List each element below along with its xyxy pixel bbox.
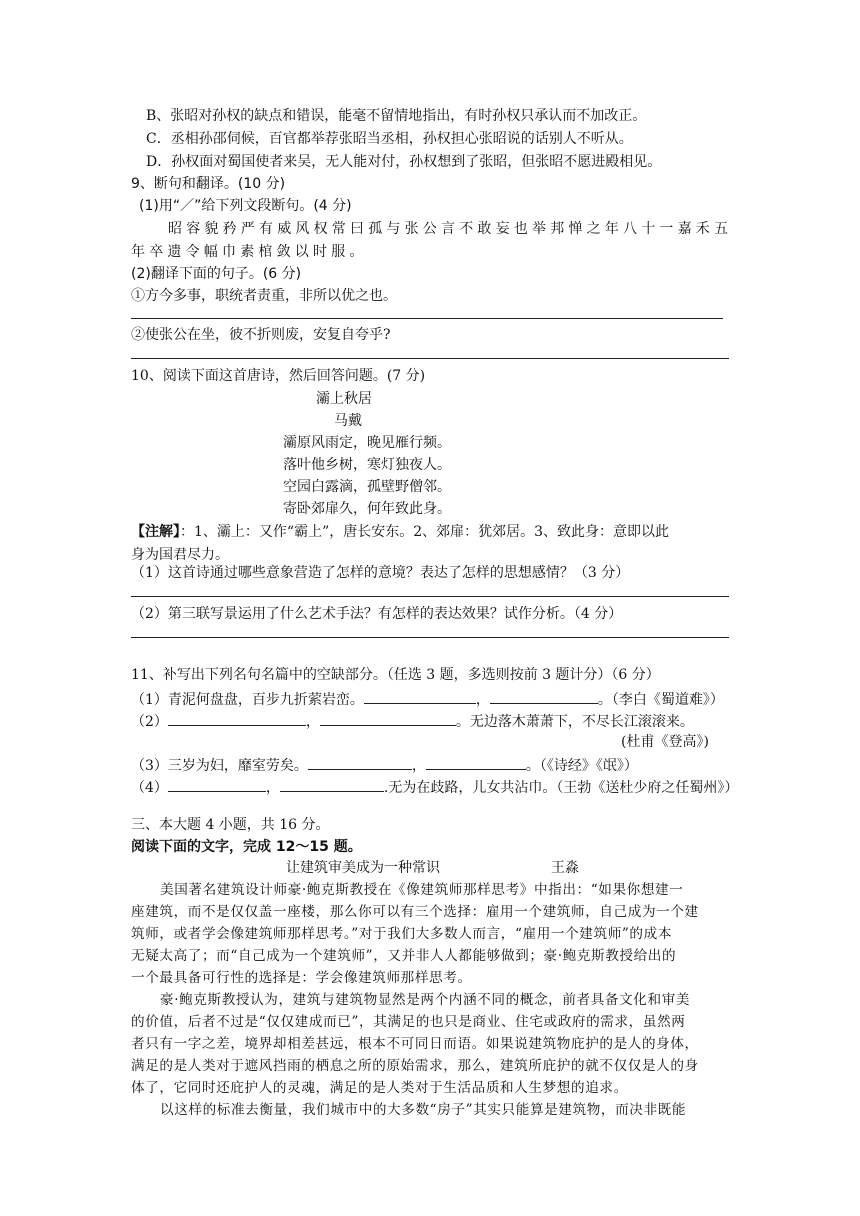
q8-option-b: B、张昭对孙权的缺点和错误，能毫不留情地指出，有时孙权只承认而不加改正。 [146,108,647,124]
fill-blank[interactable] [364,688,476,704]
q8-option-d: D．孙权面对蜀国使者来吴，无人能对付，孙权想到了张昭，但张昭不愿进殿相见。 [146,154,662,170]
article-paragraph-line: 座建筑，而不是仅仅盖一座楼，那么你可以有三个选择：雇用一个建筑师，自己成为一个建 [131,904,699,920]
poem-line: 落叶他乡树，寒灯独夜人。 [283,457,451,473]
q9-title: 9、断句和翻译。(10 分) [131,176,286,192]
section3-instruction: 阅读下面的文字，完成 12～15 题。 [131,839,362,855]
q9-sentence1: ①方今多事，职统者责重，非所以优之也。 [131,288,397,304]
fill-blank[interactable] [168,710,306,726]
fill-blank[interactable] [280,776,384,792]
q9-passage-line2: 年卒遗令幅巾素棺敛以时服。 [131,244,368,260]
q10-question2: （2）第三联写景运用了什么艺术手法？有怎样的表达效果？试作分析。（4 分） [131,606,623,622]
q11-item2: （2） ， 。无边落木萧萧下，不尽长江滚滚来。 [131,710,694,732]
q11-item2-source: (杜甫《登高》) [621,734,709,750]
answer-line [131,637,729,638]
q11-item1: （1）青泥何盘盘，百步九折萦岩峦。 ， 。（李白《蜀道难》） [131,688,724,710]
poem-note-line2: 身为国君尽力。 [131,547,229,563]
section3-heading: 三、本大题 4 小题，共 16 分。 [131,817,330,833]
article-paragraph-line: 一个最具备可行性的选择是：学会像建筑师那样思考。 [131,970,472,986]
q11-item4: （4） ， .无为在歧路，儿女共沾巾。（王勃《送杜少府之任蜀州》） [131,776,738,798]
q9-sub2: (2)翻译下面的句子。(6 分) [131,266,302,282]
note-text: ：1、灞上：又作“霸上”，唐长安东。2、郊扉：犹郊居。3、致此身：意即以此 [180,524,670,540]
q10-question1: （1）这首诗通过哪些意象营造了怎样的意境？表达了怎样的思想感情？（3 分） [131,565,630,581]
q8-option-c: C．丞相孙邵伺候，百官都举荐张昭当丞相，孙权担心张昭说的话别人不听从。 [146,131,633,147]
poem-line: 灞原风雨定，晚见雁行频。 [283,435,451,451]
article-title: 让建筑审美成为一种常识 [286,860,440,876]
poem-title: 灞上秋居 [316,391,372,407]
article-paragraph-line: 者只有一字之差，境界却相差甚远，根本不可同日而语。如果说建筑物庇护的是人的身体， [131,1036,699,1052]
note-label: 【注解】 [131,524,180,540]
poem-note-line1 [131,522,669,542]
fill-blank[interactable] [320,710,456,726]
article-paragraph-line: 的价值，后者不过是“仅仅建成而已”，其满足的也只是商业、住宅或政府的需求，虽然两 [131,1014,686,1030]
fill-blank[interactable] [168,776,266,792]
article-author: 王淼 [551,860,579,876]
article-paragraph-line: 以这样的标准去衡量，我们城市中的大多数“房子”其实只能算是建筑物，而决非既能 [160,1102,687,1118]
q11-item3: （3）三岁为妇，靡室劳矣。 ， 。（《诗经》《氓》） [131,754,638,776]
article-paragraph-line: 无疑太高了；而“自己成为一个建筑师”，又并非人人都能够做到；豪·鲍克斯教授给出的 [131,948,677,964]
q9-passage-line1: 昭容貌矜严有威风权常曰孤与张公言不敢妄也举邦惮之年八十一嘉禾五 [168,221,733,237]
q9-sub1: (1)用“／”给下列文段断句。(4 分) [139,198,352,214]
q10-title: 10、阅读下面这首唐诗，然后回答问题。(7 分) [131,368,426,384]
article-paragraph-line: 体了，它同时还庇护人的灵魂，满足的是人类对于生活品质和人生梦想的追求。 [131,1080,628,1096]
fill-blank[interactable] [426,754,526,770]
poem-line: 寄卧郊扉久，何年致此身。 [283,501,451,517]
article-paragraph-line: 豪·鲍克斯教授认为，建筑与建筑物显然是两个内涵不同的概念，前者具备文化和审美 [160,992,691,1008]
poem-author: 马戴 [334,413,362,429]
fill-blank[interactable] [308,754,412,770]
q9-sentence2: ②使张公在坐，彼不折则废，安复自夸乎? [131,327,391,343]
answer-line [131,318,723,319]
answer-line [131,358,729,359]
article-paragraph-line: 美国著名建筑设计师豪·鲍克斯教授在《像建筑师那样思考》中指出：“如果你想建一 [160,882,684,898]
q11-title: 11、补写出下列名句名篇中的空缺部分。（任选 3 题，多选则按前 3 题计分）（6 分） [131,667,660,683]
answer-line [131,596,729,597]
article-paragraph-line: 满足的是人类对于遮风挡雨的栖息之所的原始需求，那么，建筑所庇护的就不仅仅是人的身 [131,1058,699,1074]
article-paragraph-line: 筑师，或者学会像建筑师那样思考。”对于我们大多数人而言，“雇用一个建筑师”的成本 [131,926,673,942]
poem-line: 空园白露滴，孤壁野僧邻。 [283,479,451,495]
fill-blank[interactable] [490,688,598,704]
